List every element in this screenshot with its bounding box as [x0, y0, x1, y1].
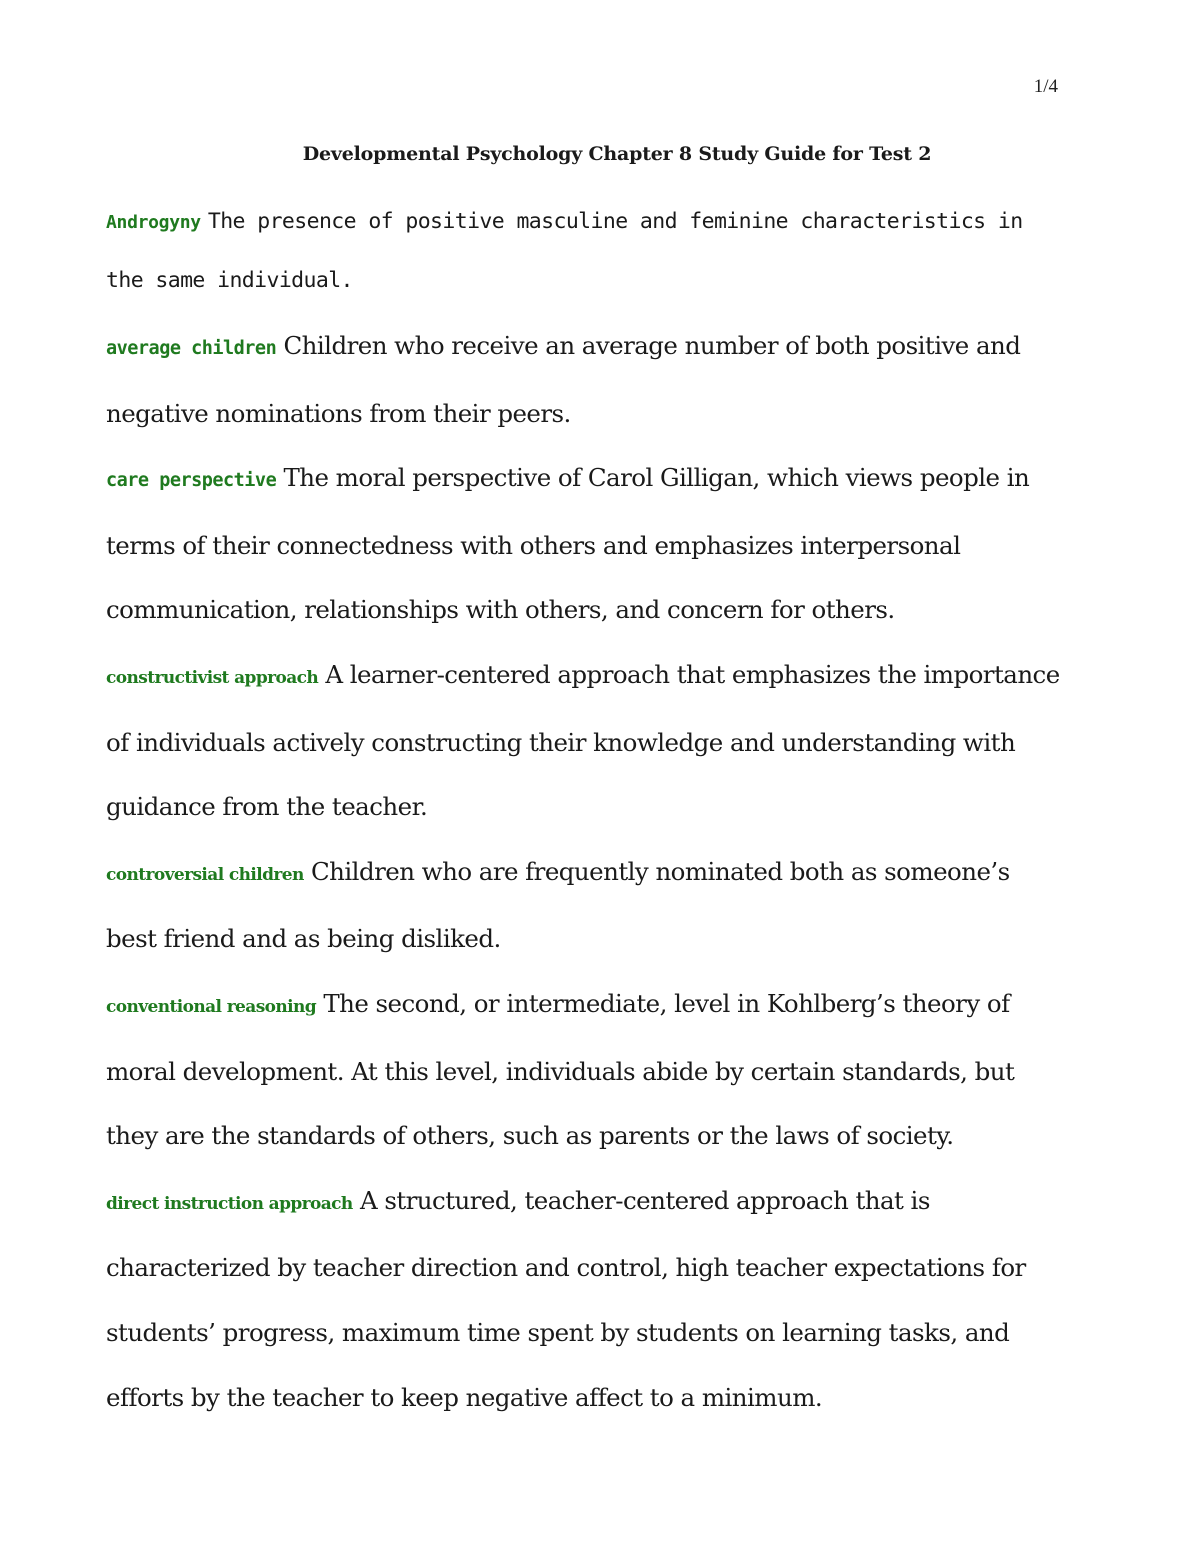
glossary-entry-conventional-reasoning — [106, 972, 1066, 1169]
glossary-term: conventional reasoning — [106, 996, 317, 1017]
glossary-definition: The moral perspective of Carol Gilligan, which views people in terms of their connectedness with others and emphasizes interpersonal communication, relationships with others, and concern for others. — [106, 463, 1030, 625]
page-number: 1/4 — [1033, 76, 1058, 97]
glossary-definition: A structured, teacher-centered approach that is characterized by teacher direction and control, high teacher expectations for students’ progress, maximum time spent by students on learning tasks, and efforts by the teacher to keep negative affect to a minimum. — [106, 1185, 1026, 1412]
glossary-definition: Children who are frequently nominated both as someone’s best friend and as being disliked. — [106, 856, 1010, 954]
glossary-definition: The second, or intermediate, level in Kohlberg’s theory of moral development. At this level, individuals abide by certain standards, but they are the standards of others, such as parents or the laws of society. — [106, 988, 1015, 1151]
glossary-entry-androgyny — [106, 193, 1066, 310]
glossary-term: care perspective — [106, 470, 277, 492]
glossary-entry-controversial-children — [106, 840, 1066, 972]
glossary-definition: The presence of positive masculine and feminine characteristics in the same individual. — [106, 209, 1023, 293]
glossary-entry-care-perspective — [106, 446, 1066, 643]
glossary-term: direct instruction approach — [106, 1193, 353, 1214]
glossary-definition: Children who receive an average number of both positive and negative nominations from their peers. — [106, 331, 1021, 428]
glossary-entry-direct-instruction-approach — [106, 1169, 1066, 1430]
glossary-term: constructivist approach — [106, 667, 319, 688]
glossary-term: controversial children — [106, 864, 304, 885]
glossary-term: Androgyny — [106, 212, 201, 233]
glossary-entry-average-children — [106, 314, 1066, 446]
glossary-list — [106, 193, 1066, 1430]
glossary-entry-constructivist-approach — [106, 643, 1066, 840]
document-title: Developmental Psychology Chapter 8 Study Guide for Test 2 — [302, 143, 932, 165]
glossary-definition: A learner-centered approach that emphasizes the importance of individuals actively constructing their knowledge and understanding with guidance from the teacher. — [106, 659, 1060, 822]
glossary-term: average children — [106, 338, 277, 359]
